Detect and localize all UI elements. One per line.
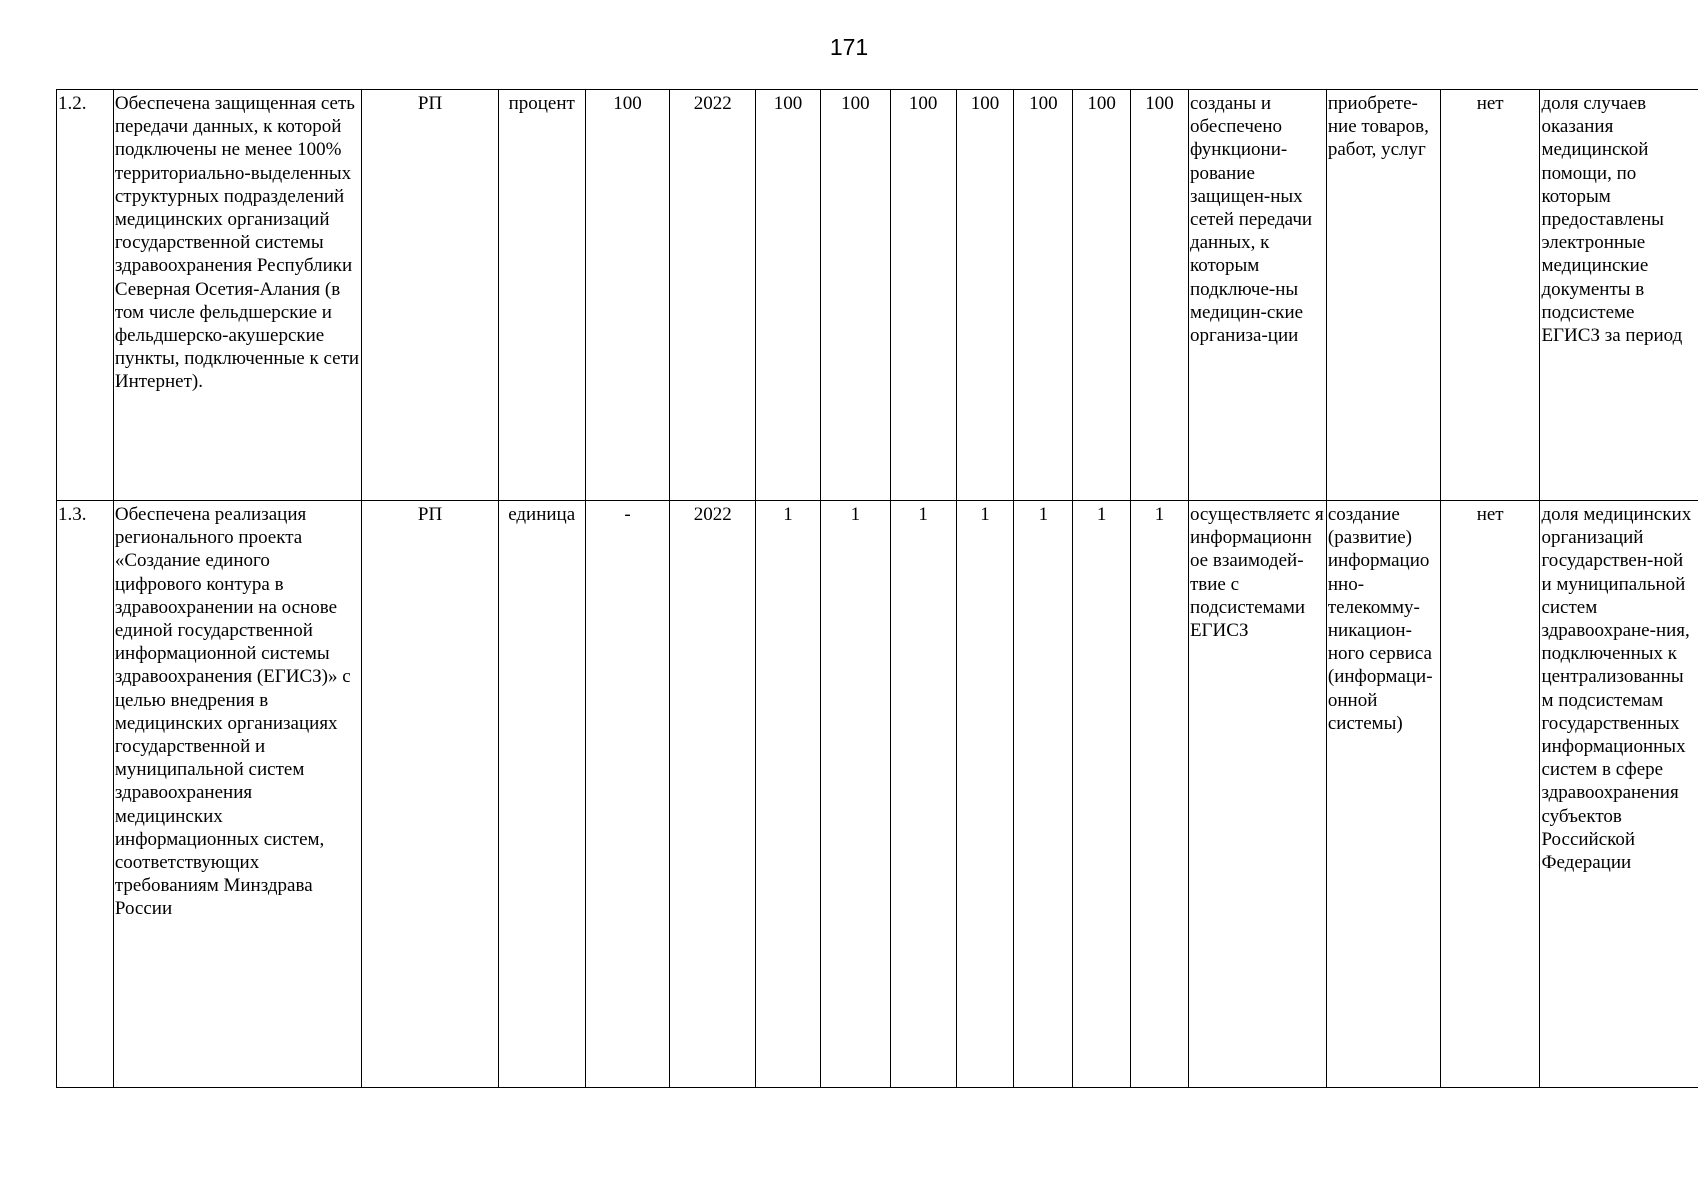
attribute: нет: [1440, 501, 1540, 1088]
result-characteristic: созданы и обеспечено функциони-рование защищен-ных сетей передачи данных, к которым подключе-ны медицин-ские организа-ции: [1188, 90, 1326, 501]
year-value: 1: [890, 501, 956, 1088]
year-value: 1: [1073, 501, 1131, 1088]
year-value: 100: [1131, 90, 1189, 501]
year-value: 1: [956, 501, 1014, 1088]
year-value: 100: [956, 90, 1014, 501]
result-name: Обеспечена защищенная сеть передачи данных, к которой подключены не менее 100% территориально-выделенных структурных подразделений медицинских организаций государственной системы здравоохранения Республики Северная Осетия-Алания (в том числе фельдшерские и фельдшерско-акушерские пункты, подключенные к сети Интернет).: [113, 90, 361, 501]
unit-of-measure: единица: [498, 501, 585, 1088]
attribute: нет: [1440, 90, 1540, 501]
base-year: 2022: [670, 501, 756, 1088]
base-year: 2022: [670, 90, 756, 501]
year-value: 1: [820, 501, 890, 1088]
table-row: [57, 90, 1698, 501]
year-value: 1: [1014, 501, 1073, 1088]
year-value: 100: [890, 90, 956, 501]
project-type: РП: [362, 501, 498, 1088]
indicator-table: [56, 89, 1698, 1088]
year-value: 1: [1131, 501, 1189, 1088]
year-value: 100: [756, 90, 821, 501]
linked-indicator: доля медицинских организаций государствен-ной и муниципальной систем здравоохране-ния, подключенных к централизованны м подсистемам государственных информационных систем в сфере здравоохранения субъектов Российской Федерации: [1540, 501, 1698, 1088]
activity-type: создание (развитие) информацио нно-телекомму-никацион-ного сервиса (информаци-онной системы): [1326, 501, 1440, 1088]
unit-of-measure: процент: [498, 90, 585, 501]
linked-indicator: доля случаев оказания медицинской помощи, по которым предоставлены электронные медицинские документы в подсистеме ЕГИСЗ за период: [1540, 90, 1698, 501]
year-value: 100: [1073, 90, 1131, 501]
base-value: 100: [585, 90, 670, 501]
project-type: РП: [362, 90, 498, 501]
page-number: 171: [829, 34, 869, 60]
year-value: 100: [820, 90, 890, 501]
row-number: 1.3.: [57, 501, 114, 1088]
table-row: [57, 501, 1698, 1088]
year-value: 1: [756, 501, 821, 1088]
base-value: -: [585, 501, 670, 1088]
row-number: 1.2.: [57, 90, 114, 501]
result-characteristic: осуществляетс я информационн ое взаимодей-твие с подсистемами ЕГИСЗ: [1188, 501, 1326, 1088]
activity-type: приобрете-ние товаров, работ, услуг: [1326, 90, 1440, 501]
year-value: 100: [1014, 90, 1073, 501]
result-name: Обеспечена реализация регионального проекта «Создание единого цифрового контура в здравоохранении на основе единой государственной информационной системы здравоохранения (ЕГИСЗ)» с целью внедрения в медицинских организациях государственной и муниципальной систем здравоохранения медицинских информационных систем, соответствующих требованиям Минздрава России: [113, 501, 361, 1088]
